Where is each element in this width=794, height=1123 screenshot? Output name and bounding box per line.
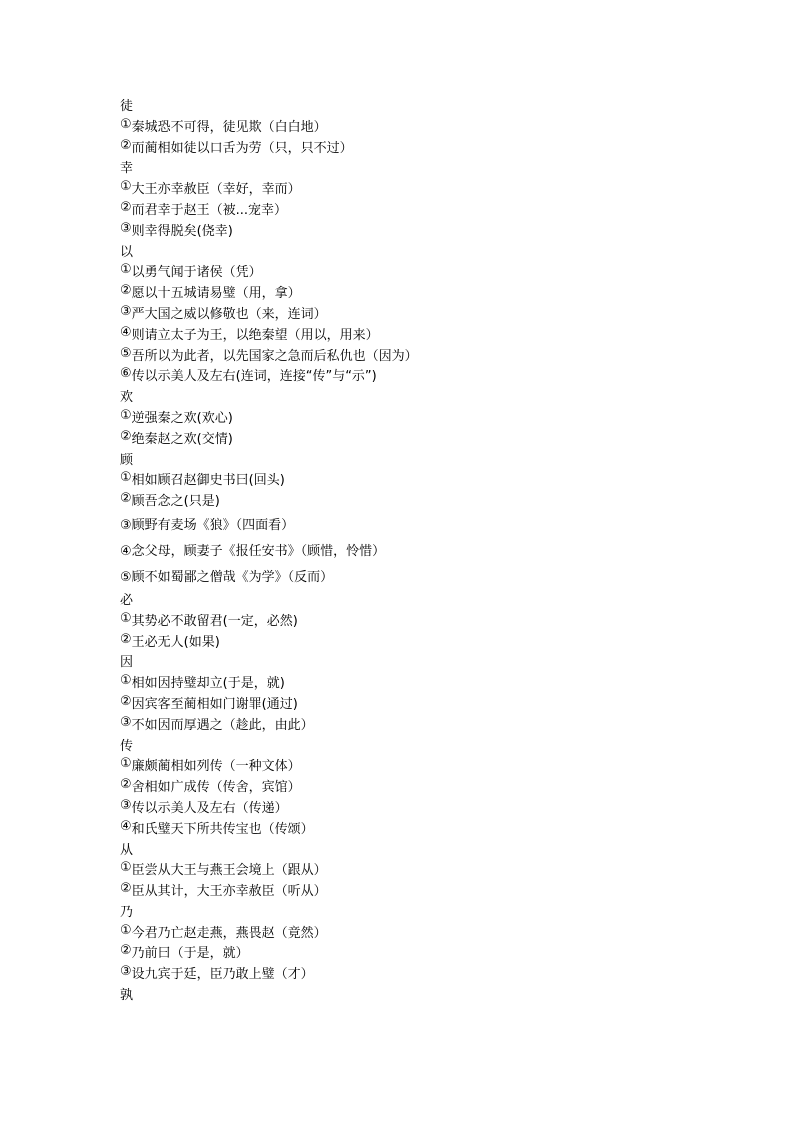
line-text: 因宾客至蔺相如门谢罪(通过) <box>131 696 298 712</box>
item-number: ④ <box>120 818 132 834</box>
line-text: 从 <box>120 842 134 858</box>
heading-char <box>120 986 760 1007</box>
item-number: ① <box>120 470 132 486</box>
list-item <box>120 326 760 347</box>
line-text: 相如顾召赵御史书曰(回头) <box>131 473 285 489</box>
heading-char <box>120 841 760 862</box>
list-item <box>120 347 760 368</box>
item-number: ⑤ <box>120 345 132 361</box>
line-text: ④念父母，顾妻子《报任安书》（顾惜，怜惜） <box>120 543 386 559</box>
heading-char <box>120 388 760 409</box>
item-number: ① <box>120 673 132 689</box>
list-item <box>120 565 760 591</box>
list-item <box>120 778 760 799</box>
line-text: 逆强秦之欢(欢心) <box>131 410 233 426</box>
line-text: 传以示美人及左右(连词，连接“传”与“示”) <box>131 369 377 385</box>
list-item <box>120 367 760 388</box>
line-text: 其势必不敢留君(一定，必然) <box>131 613 298 629</box>
item-number: ③ <box>120 303 132 319</box>
list-item <box>120 284 760 305</box>
item-number: ① <box>120 262 132 278</box>
list-item <box>120 861 760 882</box>
line-text: 吾所以为此者，以先国家之急而后私仇也（因为） <box>131 348 418 364</box>
item-number: ② <box>120 428 132 444</box>
list-item <box>120 430 760 451</box>
list-item <box>120 820 760 841</box>
list-item <box>120 695 760 716</box>
list-item <box>120 944 760 965</box>
list-item <box>120 492 760 513</box>
line-text: 乃前曰（于是，就） <box>131 946 249 962</box>
line-text: 欢 <box>120 390 134 406</box>
line-text: 则幸得脱矣(侥幸) <box>131 223 233 239</box>
heading-char <box>120 591 760 612</box>
list-item <box>120 924 760 945</box>
item-number: ① <box>120 407 132 423</box>
line-text: 秦城恐不可得，徒见欺（白白地） <box>131 119 327 135</box>
line-text: 传以示美人及左右（传递） <box>131 800 288 816</box>
line-text: ⑤顾不如蜀鄙之僧哉《为学》（反而） <box>120 569 334 585</box>
line-text: 设九宾于廷，臣乃敢上璧（才） <box>131 967 314 983</box>
line-text: 因 <box>120 655 134 671</box>
list-item <box>120 757 760 778</box>
heading-char <box>120 653 760 674</box>
item-number: ① <box>120 116 132 132</box>
line-text: 相如因持璧却立(于是，就) <box>131 676 285 692</box>
item-number: ③ <box>120 220 132 236</box>
list-item <box>120 633 760 654</box>
list-item <box>120 263 760 284</box>
line-text: 必 <box>120 592 134 608</box>
item-number: ① <box>120 179 132 195</box>
heading-char <box>120 903 760 924</box>
line-text: 而君幸于赵王（被...宠幸） <box>131 202 288 218</box>
item-number: ① <box>120 922 132 938</box>
line-text: 则请立太子为王，以绝秦望（用以，用来） <box>131 327 379 343</box>
line-text: 乃 <box>120 904 134 920</box>
heading-char <box>120 243 760 264</box>
line-text: 传 <box>120 738 134 754</box>
list-item <box>120 222 760 243</box>
item-number: ④ <box>120 324 132 340</box>
line-text: 王必无人(如果) <box>131 634 220 650</box>
item-number: ② <box>120 693 132 709</box>
line-text: 以勇气闻于诸侯（凭） <box>131 265 262 281</box>
item-number: ③ <box>120 714 132 730</box>
list-item <box>120 201 760 222</box>
item-number: ② <box>120 137 132 153</box>
list-item <box>120 471 760 492</box>
line-text: 幸 <box>120 161 134 177</box>
line-text: 顾吾念之(只是) <box>131 494 220 510</box>
line-text: 徒 <box>120 99 134 114</box>
line-text: 愿以十五城请易璧（用，拿） <box>131 286 301 302</box>
list-item <box>120 409 760 430</box>
line-text: 和氏璧天下所共传宝也（传颂） <box>131 821 314 837</box>
line-text: 今君乃亡赵走燕，燕畏赵（竟然） <box>131 925 327 941</box>
item-number: ② <box>120 283 132 299</box>
list-item <box>120 612 760 633</box>
item-number: ② <box>120 881 132 897</box>
heading-char <box>120 737 760 758</box>
item-number: ② <box>120 777 132 793</box>
list-item <box>120 799 760 820</box>
line-text: ③顾野有麦场《狼》（四面看） <box>120 517 295 533</box>
line-text: 臣从其计，大王亦幸赦臣（听从） <box>131 884 327 900</box>
list-item <box>120 716 760 737</box>
list-item <box>120 180 760 201</box>
line-text: 顾 <box>120 452 134 468</box>
list-item <box>120 882 760 903</box>
list-item <box>120 118 760 139</box>
line-text: 不如因而厚遇之（趁此，由此） <box>131 717 314 733</box>
line-text: 大王亦幸赦臣（幸好，幸而） <box>131 182 301 198</box>
line-text: 舍相如广成传（传舍，宾馆） <box>131 780 301 796</box>
heading-char <box>120 97 760 118</box>
item-number: ② <box>120 491 132 507</box>
list-item <box>120 513 760 539</box>
line-text: 严大国之威以修敬也（来，连词） <box>131 306 327 322</box>
line-text: 臣尝从大王与燕王会境上（跟从） <box>131 863 327 879</box>
document-page <box>120 97 760 1007</box>
list-item <box>120 305 760 326</box>
list-item <box>120 965 760 986</box>
list-item <box>120 139 760 160</box>
item-number: ⑥ <box>120 366 132 382</box>
heading-char <box>120 451 760 472</box>
line-text: 孰 <box>120 988 134 1004</box>
line-text: 而蔺相如徒以口舌为劳（只，只不过） <box>131 140 353 156</box>
line-text: 以 <box>120 244 134 260</box>
item-number: ② <box>120 199 132 215</box>
item-number: ① <box>120 610 132 626</box>
heading-char <box>120 159 760 180</box>
line-text: 廉颇蔺相如列传（一种文体） <box>131 759 301 775</box>
list-item <box>120 674 760 695</box>
item-number: ① <box>120 860 132 876</box>
item-number: ① <box>120 756 132 772</box>
item-number: ③ <box>120 964 132 980</box>
line-text: 绝秦赵之欢(交情) <box>131 431 233 447</box>
item-number: ③ <box>120 797 132 813</box>
item-number: ② <box>120 631 132 647</box>
item-number: ② <box>120 943 132 959</box>
list-item <box>120 539 760 565</box>
